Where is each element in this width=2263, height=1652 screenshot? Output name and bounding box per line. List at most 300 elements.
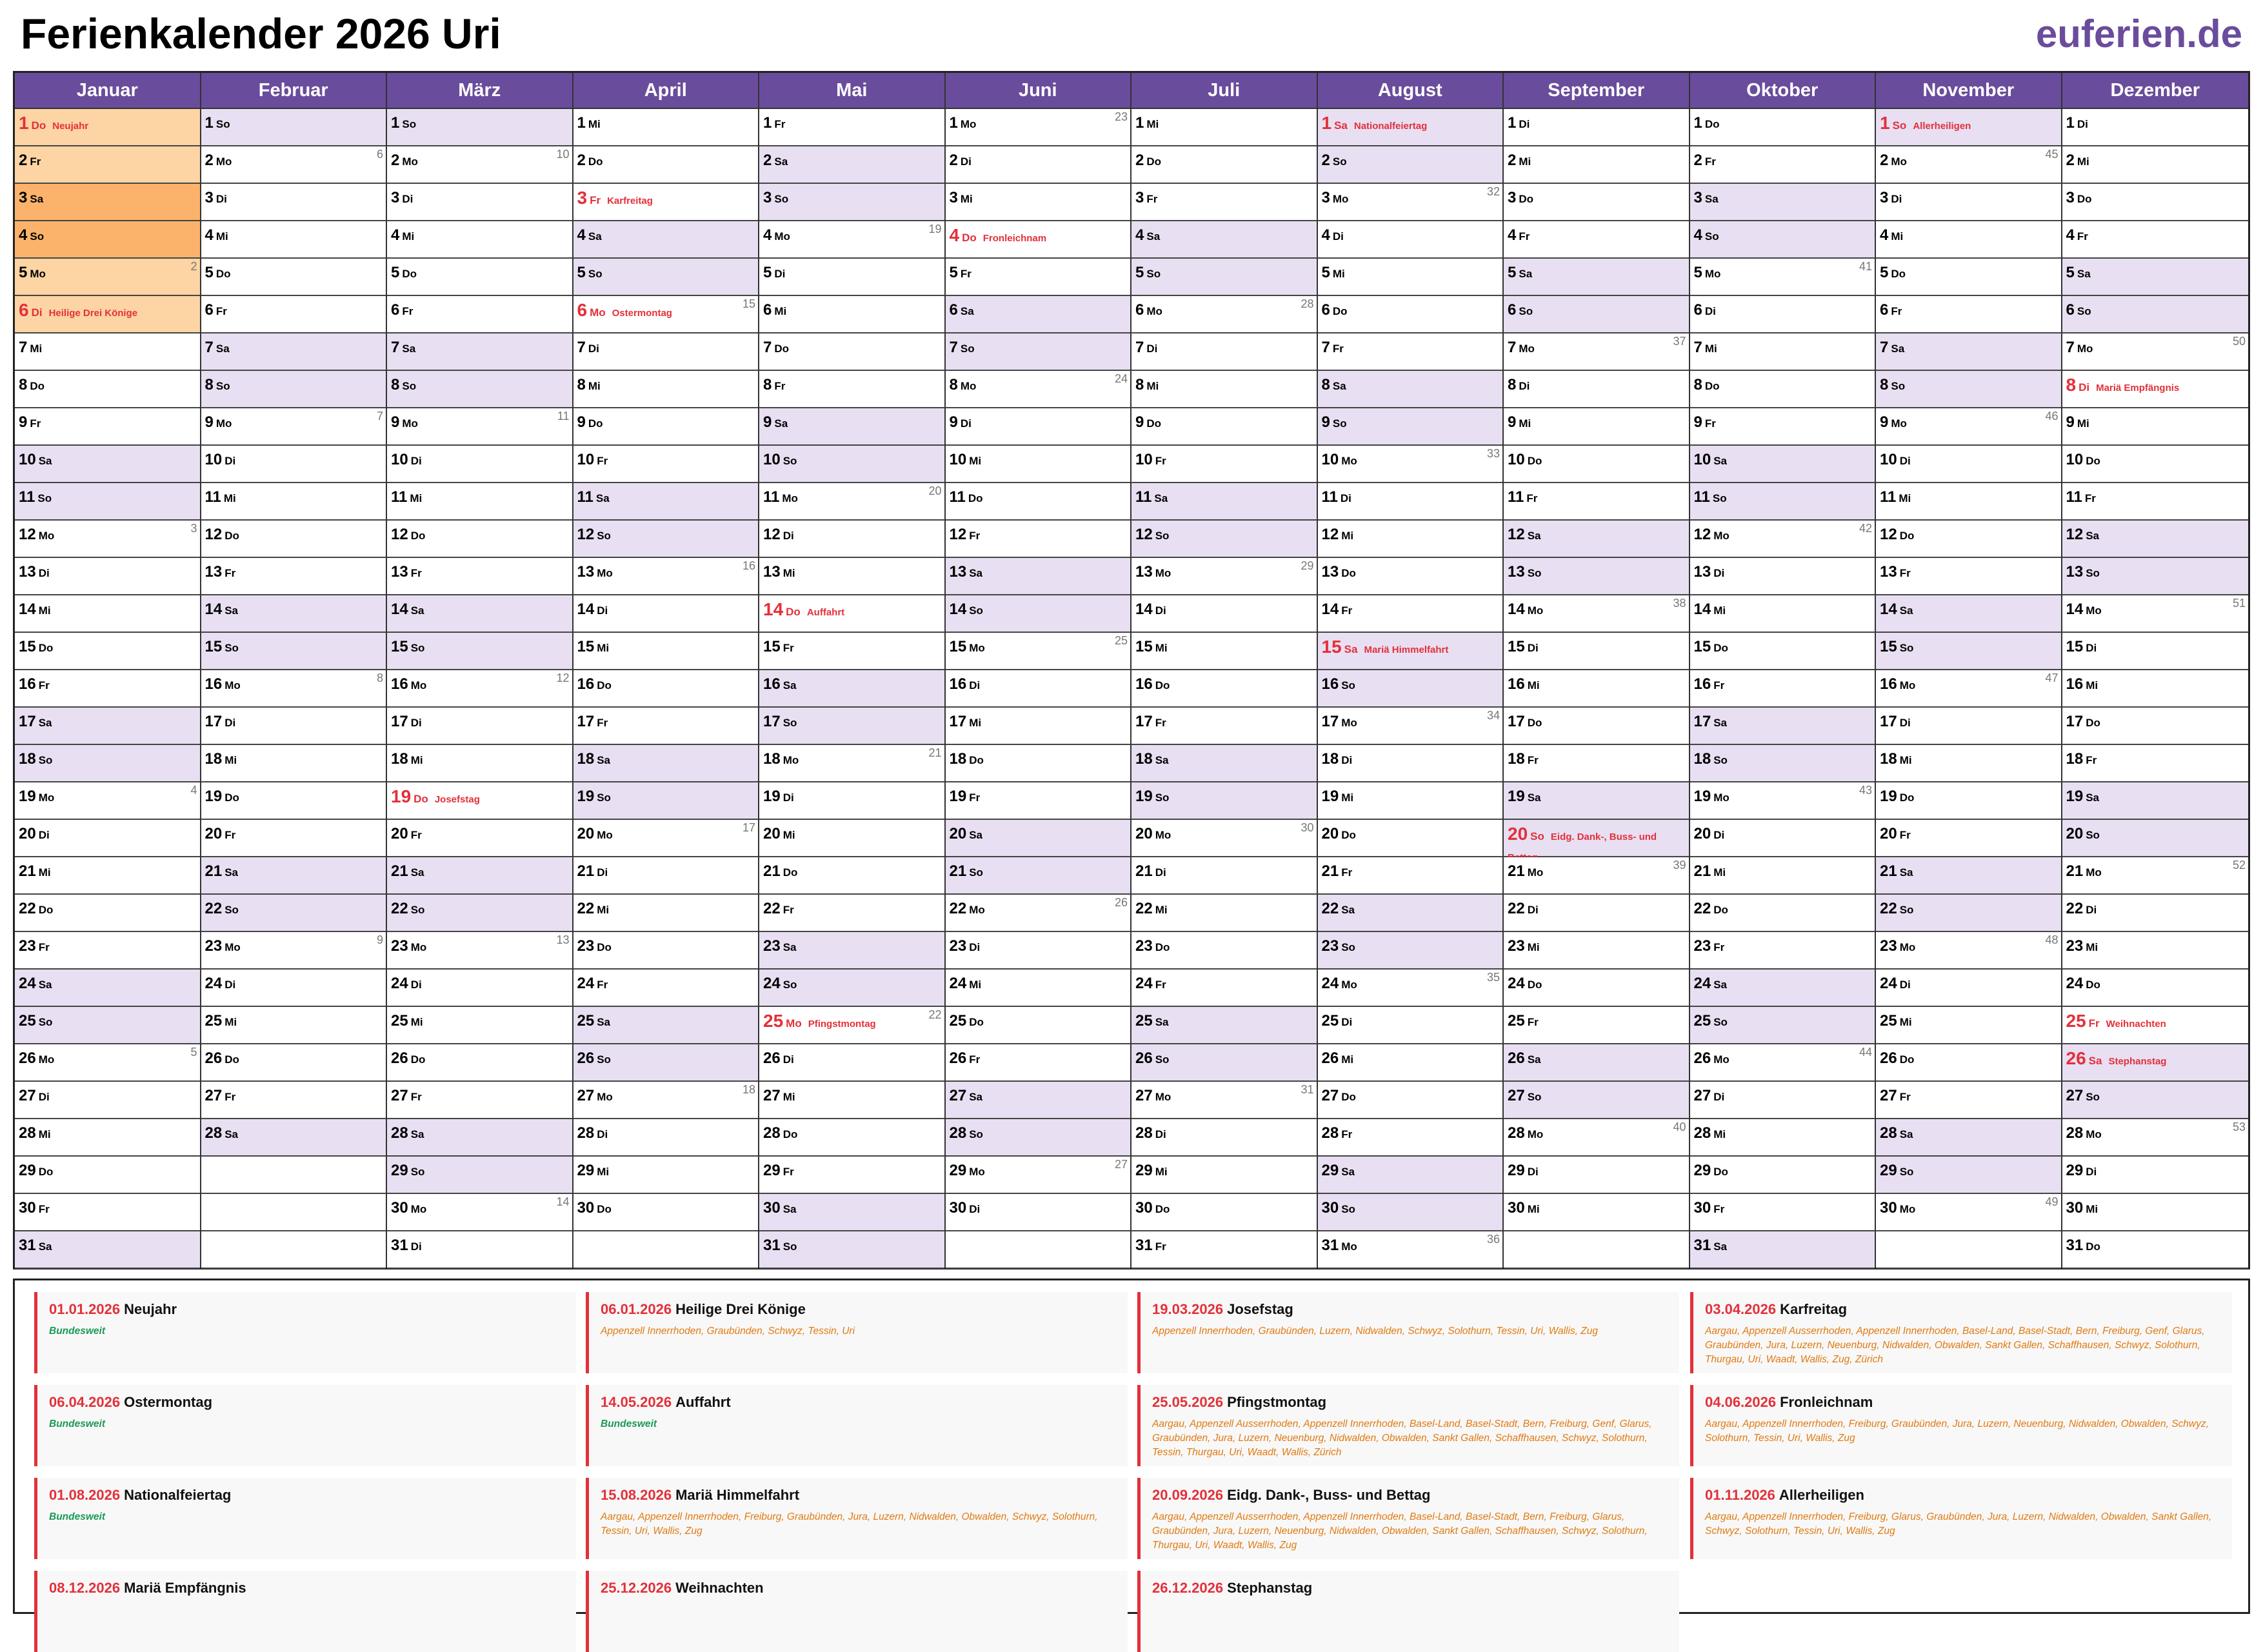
day-cell[interactable] bbox=[387, 408, 572, 446]
day-cell[interactable] bbox=[1876, 1044, 2061, 1082]
day-cell[interactable] bbox=[946, 970, 1131, 1007]
day-cell[interactable] bbox=[573, 1157, 759, 1194]
day-cell[interactable] bbox=[2062, 146, 2249, 184]
day-cell[interactable] bbox=[1690, 146, 1875, 184]
day-cell[interactable] bbox=[573, 782, 759, 820]
day-cell[interactable] bbox=[1876, 1007, 2061, 1044]
day-cell[interactable] bbox=[759, 521, 944, 558]
day-cell[interactable] bbox=[1690, 970, 1875, 1007]
day-cell[interactable] bbox=[15, 296, 200, 333]
day-cell[interactable] bbox=[2062, 1044, 2249, 1082]
day-cell[interactable] bbox=[201, 1007, 386, 1044]
day-cell[interactable] bbox=[1690, 259, 1875, 296]
day-cell[interactable] bbox=[1690, 1119, 1875, 1157]
day-cell[interactable] bbox=[1132, 483, 1317, 521]
day-cell[interactable] bbox=[1690, 446, 1875, 483]
day-cell[interactable] bbox=[201, 970, 386, 1007]
day-cell[interactable] bbox=[1690, 595, 1875, 633]
day-cell[interactable] bbox=[201, 1119, 386, 1157]
day-cell[interactable] bbox=[946, 857, 1131, 895]
day-cell[interactable] bbox=[387, 670, 572, 708]
day-cell[interactable] bbox=[15, 857, 200, 895]
day-cell[interactable] bbox=[387, 446, 572, 483]
day-cell[interactable] bbox=[1690, 1157, 1875, 1194]
day-cell[interactable] bbox=[1318, 1082, 1503, 1119]
day-cell[interactable] bbox=[2062, 408, 2249, 446]
day-cell[interactable] bbox=[387, 1157, 572, 1194]
day-cell[interactable] bbox=[387, 782, 572, 820]
day-cell[interactable] bbox=[1690, 333, 1875, 371]
day-cell[interactable] bbox=[759, 895, 944, 932]
day-cell[interactable] bbox=[946, 1157, 1131, 1194]
day-cell[interactable] bbox=[201, 296, 386, 333]
day-cell[interactable] bbox=[15, 333, 200, 371]
day-cell[interactable] bbox=[15, 895, 200, 932]
day-cell[interactable] bbox=[1504, 221, 1689, 259]
day-cell[interactable] bbox=[1876, 408, 2061, 446]
day-cell[interactable] bbox=[387, 184, 572, 221]
day-cell[interactable] bbox=[1318, 184, 1503, 221]
day-cell[interactable] bbox=[573, 558, 759, 595]
day-cell[interactable] bbox=[2062, 446, 2249, 483]
day-cell[interactable] bbox=[759, 1119, 944, 1157]
day-cell[interactable] bbox=[1504, 1007, 1689, 1044]
day-cell[interactable] bbox=[1132, 633, 1317, 670]
day-cell[interactable] bbox=[946, 408, 1131, 446]
day-cell[interactable] bbox=[759, 184, 944, 221]
day-cell[interactable] bbox=[573, 259, 759, 296]
day-cell[interactable] bbox=[387, 483, 572, 521]
day-cell[interactable] bbox=[1318, 1157, 1503, 1194]
day-cell[interactable] bbox=[1318, 1231, 1503, 1269]
day-cell[interactable] bbox=[1132, 1231, 1317, 1269]
day-cell[interactable] bbox=[15, 633, 200, 670]
day-cell[interactable] bbox=[946, 221, 1131, 259]
day-cell[interactable] bbox=[759, 109, 944, 146]
day-cell[interactable] bbox=[1876, 221, 2061, 259]
day-cell[interactable] bbox=[201, 708, 386, 745]
day-cell[interactable] bbox=[2062, 333, 2249, 371]
day-cell[interactable] bbox=[2062, 857, 2249, 895]
day-cell[interactable] bbox=[1690, 558, 1875, 595]
day-cell[interactable] bbox=[1504, 109, 1689, 146]
day-cell[interactable] bbox=[946, 1119, 1131, 1157]
day-cell[interactable] bbox=[573, 595, 759, 633]
day-cell[interactable] bbox=[1876, 745, 2061, 782]
day-cell[interactable] bbox=[2062, 296, 2249, 333]
day-cell[interactable] bbox=[1504, 1044, 1689, 1082]
day-cell[interactable] bbox=[1132, 446, 1317, 483]
day-cell[interactable] bbox=[1504, 708, 1689, 745]
day-cell[interactable] bbox=[201, 857, 386, 895]
day-cell[interactable] bbox=[201, 408, 386, 446]
day-cell[interactable] bbox=[387, 857, 572, 895]
day-cell[interactable] bbox=[1876, 895, 2061, 932]
day-cell[interactable] bbox=[15, 221, 200, 259]
day-cell[interactable] bbox=[759, 259, 944, 296]
day-cell[interactable] bbox=[201, 221, 386, 259]
day-cell[interactable] bbox=[573, 708, 759, 745]
day-cell[interactable] bbox=[1318, 895, 1503, 932]
day-cell[interactable] bbox=[1132, 521, 1317, 558]
day-cell[interactable] bbox=[1876, 184, 2061, 221]
day-cell[interactable] bbox=[387, 296, 572, 333]
day-cell[interactable] bbox=[1318, 670, 1503, 708]
day-cell[interactable] bbox=[1318, 970, 1503, 1007]
day-cell[interactable] bbox=[946, 296, 1131, 333]
day-cell[interactable] bbox=[1690, 820, 1875, 857]
day-cell[interactable] bbox=[1504, 820, 1689, 857]
day-cell[interactable] bbox=[573, 1044, 759, 1082]
day-cell[interactable] bbox=[573, 184, 759, 221]
day-cell[interactable] bbox=[946, 745, 1131, 782]
day-cell[interactable] bbox=[759, 221, 944, 259]
day-cell[interactable] bbox=[946, 333, 1131, 371]
day-cell[interactable] bbox=[573, 371, 759, 408]
day-cell[interactable] bbox=[759, 296, 944, 333]
day-cell[interactable] bbox=[1132, 895, 1317, 932]
day-cell[interactable] bbox=[759, 595, 944, 633]
day-cell[interactable] bbox=[946, 1007, 1131, 1044]
day-cell[interactable] bbox=[1690, 633, 1875, 670]
day-cell[interactable] bbox=[387, 1119, 572, 1157]
day-cell[interactable] bbox=[946, 483, 1131, 521]
day-cell[interactable] bbox=[1690, 745, 1875, 782]
day-cell[interactable] bbox=[759, 670, 944, 708]
day-cell[interactable] bbox=[573, 1194, 759, 1231]
day-cell[interactable] bbox=[1876, 296, 2061, 333]
day-cell[interactable] bbox=[1690, 1044, 1875, 1082]
day-cell[interactable] bbox=[2062, 782, 2249, 820]
day-cell[interactable] bbox=[1504, 895, 1689, 932]
day-cell[interactable] bbox=[573, 970, 759, 1007]
day-cell[interactable] bbox=[573, 633, 759, 670]
day-cell[interactable] bbox=[201, 782, 386, 820]
day-cell[interactable] bbox=[15, 1007, 200, 1044]
day-cell[interactable] bbox=[946, 932, 1131, 970]
day-cell[interactable] bbox=[946, 446, 1131, 483]
day-cell[interactable] bbox=[1132, 745, 1317, 782]
day-cell[interactable] bbox=[1132, 371, 1317, 408]
day-cell[interactable] bbox=[1504, 782, 1689, 820]
day-cell[interactable] bbox=[946, 371, 1131, 408]
day-cell[interactable] bbox=[759, 857, 944, 895]
day-cell[interactable] bbox=[573, 1082, 759, 1119]
day-cell[interactable] bbox=[573, 857, 759, 895]
day-cell[interactable] bbox=[1876, 333, 2061, 371]
day-cell[interactable] bbox=[201, 595, 386, 633]
day-cell[interactable] bbox=[15, 446, 200, 483]
day-cell[interactable] bbox=[1876, 1157, 2061, 1194]
day-cell[interactable] bbox=[2062, 1119, 2249, 1157]
day-cell[interactable] bbox=[759, 1231, 944, 1269]
day-cell[interactable] bbox=[201, 895, 386, 932]
day-cell[interactable] bbox=[1690, 483, 1875, 521]
day-cell[interactable] bbox=[1504, 184, 1689, 221]
day-cell[interactable] bbox=[1504, 371, 1689, 408]
day-cell[interactable] bbox=[573, 296, 759, 333]
day-cell[interactable] bbox=[1132, 333, 1317, 371]
day-cell[interactable] bbox=[201, 633, 386, 670]
day-cell[interactable] bbox=[1690, 521, 1875, 558]
day-cell[interactable] bbox=[15, 1194, 200, 1231]
day-cell[interactable] bbox=[1690, 782, 1875, 820]
day-cell[interactable] bbox=[759, 708, 944, 745]
day-cell[interactable] bbox=[1318, 633, 1503, 670]
day-cell[interactable] bbox=[1504, 970, 1689, 1007]
day-cell[interactable] bbox=[1318, 221, 1503, 259]
day-cell[interactable] bbox=[2062, 483, 2249, 521]
day-cell[interactable] bbox=[759, 820, 944, 857]
day-cell[interactable] bbox=[201, 146, 386, 184]
day-cell[interactable] bbox=[1504, 1119, 1689, 1157]
day-cell[interactable] bbox=[1876, 820, 2061, 857]
day-cell[interactable] bbox=[1504, 1082, 1689, 1119]
day-cell[interactable] bbox=[1504, 483, 1689, 521]
day-cell[interactable] bbox=[387, 1082, 572, 1119]
day-cell[interactable] bbox=[1318, 782, 1503, 820]
day-cell[interactable] bbox=[1132, 221, 1317, 259]
day-cell[interactable] bbox=[1876, 708, 2061, 745]
day-cell[interactable] bbox=[573, 109, 759, 146]
day-cell[interactable] bbox=[1318, 558, 1503, 595]
day-cell[interactable] bbox=[2062, 820, 2249, 857]
day-cell[interactable] bbox=[1318, 1007, 1503, 1044]
day-cell[interactable] bbox=[2062, 259, 2249, 296]
day-cell[interactable] bbox=[15, 483, 200, 521]
day-cell[interactable] bbox=[1132, 970, 1317, 1007]
day-cell[interactable] bbox=[387, 633, 572, 670]
day-cell[interactable] bbox=[1132, 1157, 1317, 1194]
day-cell[interactable] bbox=[1318, 446, 1503, 483]
day-cell[interactable] bbox=[2062, 521, 2249, 558]
day-cell[interactable] bbox=[2062, 633, 2249, 670]
day-cell[interactable] bbox=[15, 1157, 200, 1194]
day-cell[interactable] bbox=[201, 184, 386, 221]
day-cell[interactable] bbox=[759, 408, 944, 446]
day-cell[interactable] bbox=[759, 371, 944, 408]
day-cell[interactable] bbox=[387, 1194, 572, 1231]
day-cell[interactable] bbox=[1876, 1082, 2061, 1119]
day-cell[interactable] bbox=[201, 745, 386, 782]
day-cell[interactable] bbox=[201, 109, 386, 146]
day-cell[interactable] bbox=[759, 446, 944, 483]
day-cell[interactable] bbox=[1132, 558, 1317, 595]
day-cell[interactable] bbox=[387, 521, 572, 558]
day-cell[interactable] bbox=[1504, 408, 1689, 446]
day-cell[interactable] bbox=[946, 109, 1131, 146]
day-cell[interactable] bbox=[1690, 1231, 1875, 1269]
day-cell[interactable] bbox=[573, 1007, 759, 1044]
day-cell[interactable] bbox=[573, 221, 759, 259]
day-cell[interactable] bbox=[1690, 895, 1875, 932]
day-cell[interactable] bbox=[1504, 259, 1689, 296]
day-cell[interactable] bbox=[1690, 1007, 1875, 1044]
day-cell[interactable] bbox=[1504, 146, 1689, 184]
day-cell[interactable] bbox=[387, 109, 572, 146]
day-cell[interactable] bbox=[387, 371, 572, 408]
day-cell[interactable] bbox=[201, 932, 386, 970]
day-cell[interactable] bbox=[1132, 184, 1317, 221]
day-cell[interactable] bbox=[2062, 1007, 2249, 1044]
day-cell[interactable] bbox=[1132, 708, 1317, 745]
day-cell[interactable] bbox=[1318, 932, 1503, 970]
day-cell[interactable] bbox=[15, 932, 200, 970]
day-cell[interactable] bbox=[1690, 408, 1875, 446]
day-cell[interactable] bbox=[2062, 1082, 2249, 1119]
day-cell[interactable] bbox=[1876, 595, 2061, 633]
day-cell[interactable] bbox=[1318, 708, 1503, 745]
day-cell[interactable] bbox=[1318, 371, 1503, 408]
day-cell[interactable] bbox=[387, 820, 572, 857]
day-cell[interactable] bbox=[1504, 558, 1689, 595]
day-cell[interactable] bbox=[573, 408, 759, 446]
day-cell[interactable] bbox=[201, 446, 386, 483]
day-cell[interactable] bbox=[1504, 932, 1689, 970]
day-cell[interactable] bbox=[573, 820, 759, 857]
day-cell[interactable] bbox=[1132, 1044, 1317, 1082]
day-cell[interactable] bbox=[1876, 1194, 2061, 1231]
day-cell[interactable] bbox=[387, 895, 572, 932]
day-cell[interactable] bbox=[946, 708, 1131, 745]
day-cell[interactable] bbox=[1690, 708, 1875, 745]
day-cell[interactable] bbox=[2062, 745, 2249, 782]
day-cell[interactable] bbox=[759, 633, 944, 670]
day-cell[interactable] bbox=[1876, 782, 2061, 820]
day-cell[interactable] bbox=[1504, 1157, 1689, 1194]
day-cell[interactable] bbox=[1132, 782, 1317, 820]
day-cell[interactable] bbox=[1318, 1194, 1503, 1231]
day-cell[interactable] bbox=[1876, 483, 2061, 521]
day-cell[interactable] bbox=[15, 970, 200, 1007]
day-cell[interactable] bbox=[946, 146, 1131, 184]
day-cell[interactable] bbox=[1876, 558, 2061, 595]
day-cell[interactable] bbox=[573, 745, 759, 782]
day-cell[interactable] bbox=[15, 1082, 200, 1119]
day-cell[interactable] bbox=[1876, 259, 2061, 296]
day-cell[interactable] bbox=[1132, 259, 1317, 296]
day-cell[interactable] bbox=[946, 184, 1131, 221]
day-cell[interactable] bbox=[946, 670, 1131, 708]
day-cell[interactable] bbox=[15, 1231, 200, 1269]
day-cell[interactable] bbox=[1876, 857, 2061, 895]
day-cell[interactable] bbox=[759, 970, 944, 1007]
day-cell[interactable] bbox=[1504, 333, 1689, 371]
day-cell[interactable] bbox=[2062, 184, 2249, 221]
day-cell[interactable] bbox=[1504, 670, 1689, 708]
day-cell[interactable] bbox=[1318, 595, 1503, 633]
day-cell[interactable] bbox=[1504, 296, 1689, 333]
day-cell[interactable] bbox=[15, 146, 200, 184]
day-cell[interactable] bbox=[946, 1044, 1131, 1082]
day-cell[interactable] bbox=[201, 670, 386, 708]
day-cell[interactable] bbox=[1132, 1194, 1317, 1231]
day-cell[interactable] bbox=[1876, 521, 2061, 558]
day-cell[interactable] bbox=[946, 259, 1131, 296]
day-cell[interactable] bbox=[759, 483, 944, 521]
day-cell[interactable] bbox=[387, 146, 572, 184]
day-cell[interactable] bbox=[573, 521, 759, 558]
day-cell[interactable] bbox=[15, 1044, 200, 1082]
day-cell[interactable] bbox=[1504, 595, 1689, 633]
day-cell[interactable] bbox=[2062, 221, 2249, 259]
day-cell[interactable] bbox=[201, 1044, 386, 1082]
day-cell[interactable] bbox=[15, 408, 200, 446]
day-cell[interactable] bbox=[1318, 109, 1503, 146]
day-cell[interactable] bbox=[1132, 857, 1317, 895]
day-cell[interactable] bbox=[2062, 109, 2249, 146]
day-cell[interactable] bbox=[1318, 483, 1503, 521]
day-cell[interactable] bbox=[2062, 558, 2249, 595]
day-cell[interactable] bbox=[15, 184, 200, 221]
day-cell[interactable] bbox=[1318, 1044, 1503, 1082]
day-cell[interactable] bbox=[1318, 1119, 1503, 1157]
day-cell[interactable] bbox=[387, 221, 572, 259]
day-cell[interactable] bbox=[1318, 745, 1503, 782]
day-cell[interactable] bbox=[1504, 745, 1689, 782]
day-cell[interactable] bbox=[2062, 1194, 2249, 1231]
day-cell[interactable] bbox=[1132, 408, 1317, 446]
day-cell[interactable] bbox=[1504, 633, 1689, 670]
day-cell[interactable] bbox=[1876, 446, 2061, 483]
day-cell[interactable] bbox=[1318, 259, 1503, 296]
day-cell[interactable] bbox=[15, 782, 200, 820]
day-cell[interactable] bbox=[387, 1007, 572, 1044]
day-cell[interactable] bbox=[573, 446, 759, 483]
day-cell[interactable] bbox=[1504, 521, 1689, 558]
day-cell[interactable] bbox=[759, 1082, 944, 1119]
day-cell[interactable] bbox=[1132, 109, 1317, 146]
day-cell[interactable] bbox=[387, 708, 572, 745]
day-cell[interactable] bbox=[1876, 1119, 2061, 1157]
day-cell[interactable] bbox=[15, 558, 200, 595]
day-cell[interactable] bbox=[1132, 595, 1317, 633]
day-cell[interactable] bbox=[2062, 970, 2249, 1007]
day-cell[interactable] bbox=[15, 595, 200, 633]
day-cell[interactable] bbox=[1132, 820, 1317, 857]
day-cell[interactable] bbox=[573, 483, 759, 521]
day-cell[interactable] bbox=[15, 820, 200, 857]
day-cell[interactable] bbox=[946, 1194, 1131, 1231]
day-cell[interactable] bbox=[573, 333, 759, 371]
day-cell[interactable] bbox=[946, 782, 1131, 820]
day-cell[interactable] bbox=[1876, 970, 2061, 1007]
day-cell[interactable] bbox=[759, 1194, 944, 1231]
day-cell[interactable] bbox=[1318, 857, 1503, 895]
day-cell[interactable] bbox=[15, 745, 200, 782]
day-cell[interactable] bbox=[1132, 1119, 1317, 1157]
day-cell[interactable] bbox=[201, 1082, 386, 1119]
day-cell[interactable] bbox=[201, 483, 386, 521]
day-cell[interactable] bbox=[2062, 670, 2249, 708]
day-cell[interactable] bbox=[1690, 184, 1875, 221]
day-cell[interactable] bbox=[1690, 371, 1875, 408]
day-cell[interactable] bbox=[15, 1119, 200, 1157]
day-cell[interactable] bbox=[1132, 670, 1317, 708]
day-cell[interactable] bbox=[1876, 670, 2061, 708]
day-cell[interactable] bbox=[2062, 1231, 2249, 1269]
day-cell[interactable] bbox=[387, 333, 572, 371]
day-cell[interactable] bbox=[1876, 633, 2061, 670]
day-cell[interactable] bbox=[1690, 109, 1875, 146]
day-cell[interactable] bbox=[1318, 146, 1503, 184]
day-cell[interactable] bbox=[201, 371, 386, 408]
day-cell[interactable] bbox=[1876, 932, 2061, 970]
day-cell[interactable] bbox=[759, 932, 944, 970]
day-cell[interactable] bbox=[759, 745, 944, 782]
day-cell[interactable] bbox=[2062, 1157, 2249, 1194]
day-cell[interactable] bbox=[201, 820, 386, 857]
